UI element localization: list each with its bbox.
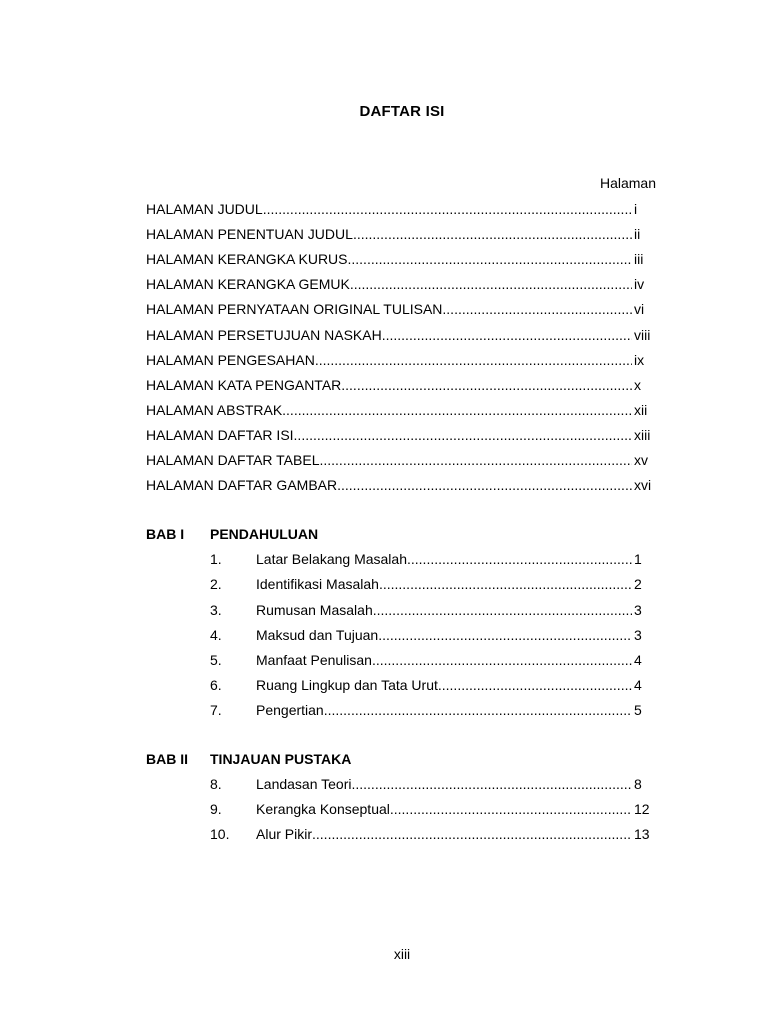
subentry-index: 8. (210, 776, 222, 792)
toc-entry-page: xvi (634, 477, 652, 493)
subentry-label: Landasan Teori (256, 776, 352, 792)
dot-leader (353, 224, 632, 244)
toc-subentry (210, 675, 656, 695)
subentry-label: Pengertian (256, 702, 324, 718)
toc-entry-label: HALAMAN ABSTRAK (146, 402, 283, 418)
dot-leader (372, 650, 632, 670)
toc-entry-page: ix (634, 352, 645, 368)
toc-subentry (210, 799, 656, 819)
toc-entry-page: xiii (634, 427, 651, 443)
dot-leader (324, 700, 632, 720)
dot-leader (312, 824, 632, 844)
toc-entry-page: xii (634, 402, 648, 418)
toc-subentry (210, 549, 656, 569)
toc-entry (146, 274, 656, 294)
subentry-index: 5. (210, 652, 222, 668)
subentry-index: 1. (210, 551, 222, 567)
subentry-page: 4 (634, 677, 642, 693)
subentry-page: 13 (634, 826, 650, 842)
toc-subentry (210, 625, 656, 645)
subentry-page: 8 (634, 776, 642, 792)
subentry-page: 4 (634, 652, 642, 668)
toc-entry-label: HALAMAN DAFTAR GAMBAR (146, 477, 338, 493)
subentry-index: 4. (210, 627, 222, 643)
toc-entry-label: HALAMAN PENGESAHAN (146, 352, 315, 368)
toc-entry-page: ii (634, 226, 641, 242)
toc-subentry (210, 774, 656, 794)
subentry-index: 7. (210, 702, 222, 718)
dot-leader (282, 400, 632, 420)
subentry-page: 5 (634, 702, 642, 718)
dot-leader (438, 675, 632, 695)
dot-leader (351, 774, 632, 794)
dot-leader (337, 475, 632, 495)
dot-leader (350, 274, 632, 294)
toc-subentry (210, 574, 656, 594)
subentry-label: Ruang Lingkup dan Tata Urut (256, 677, 438, 693)
toc-entry-page: iii (634, 251, 644, 267)
toc-entry (146, 249, 656, 269)
subentry-label: Latar Belakang Masalah (256, 551, 407, 567)
toc-entry-label: HALAMAN PENENTUAN JUDUL (146, 226, 353, 242)
toc-subentry (210, 700, 656, 720)
subentry-label: Maksud dan Tujuan (256, 627, 379, 643)
dot-leader (382, 325, 632, 345)
dot-leader (378, 625, 632, 645)
toc-entry-label: HALAMAN DAFTAR TABEL (146, 452, 320, 468)
toc-entry-page: xv (634, 452, 648, 468)
toc-entry-label: HALAMAN PERSETUJUAN NASKAH (146, 327, 382, 343)
chapter-number: BAB II (146, 751, 188, 767)
dot-leader (442, 299, 632, 319)
toc-entry-label: HALAMAN DAFTAR ISI (146, 427, 294, 443)
subentry-label: Alur Pikir (256, 826, 313, 842)
toc-entry (146, 400, 656, 420)
toc-entry-label: HALAMAN KERANGKA GEMUK (146, 276, 350, 292)
subentry-page: 2 (634, 576, 642, 592)
chapter-title: TINJAUAN PUSTAKA (210, 751, 352, 767)
chapter-heading (146, 524, 318, 544)
chapter-heading (146, 749, 351, 769)
page-title: DAFTAR ISI (359, 103, 445, 120)
page-column-label: Halaman (599, 175, 656, 191)
dot-leader (407, 549, 632, 569)
dot-leader (319, 450, 632, 470)
toc-entry (146, 199, 656, 219)
subentry-label: Manfaat Penulisan (256, 652, 372, 668)
toc-entry-label: HALAMAN PERNYATAAN ORIGINAL TULISAN (146, 301, 443, 317)
dot-leader (294, 425, 632, 445)
toc-entry (146, 475, 656, 495)
toc-entry (146, 425, 656, 445)
dot-leader (390, 799, 632, 819)
dot-leader (315, 350, 632, 370)
chapter-title: PENDAHULUAN (210, 526, 319, 542)
subentry-page: 3 (634, 602, 642, 618)
subentry-label: Kerangka Konseptual (256, 801, 390, 817)
toc-entry (146, 375, 656, 395)
toc-entry-label: HALAMAN KATA PENGANTAR (146, 377, 342, 393)
subentry-label: Identifikasi Masalah (256, 576, 379, 592)
dot-leader (379, 574, 632, 594)
toc-entry-page: viii (634, 327, 651, 343)
dot-leader (263, 199, 632, 219)
toc-entry (146, 450, 656, 470)
subentry-page: 3 (634, 627, 642, 643)
toc-entry (146, 224, 656, 244)
toc-entry (146, 350, 656, 370)
toc-entry-page: iv (634, 276, 645, 292)
toc-entry-label: HALAMAN JUDUL (146, 201, 263, 217)
subentry-index: 9. (210, 801, 222, 817)
dot-leader (373, 600, 632, 620)
footer-page-number: xiii (393, 946, 411, 962)
subentry-index: 2. (210, 576, 222, 592)
toc-entry (146, 325, 656, 345)
toc-subentry (210, 824, 656, 844)
subentry-label: Rumusan Masalah (256, 602, 373, 618)
dot-leader (348, 249, 633, 269)
toc-entry (146, 299, 656, 319)
toc-subentry (210, 650, 656, 670)
subentry-page: 12 (634, 801, 650, 817)
subentry-index: 6. (210, 677, 222, 693)
toc-entry-page: vi (634, 301, 645, 317)
subentry-index: 10. (210, 826, 230, 842)
subentry-index: 3. (210, 602, 222, 618)
toc-entry-page: i (634, 201, 638, 217)
chapter-number: BAB I (146, 526, 185, 542)
toc-entry-page: x (634, 377, 641, 393)
subentry-page: 1 (634, 551, 642, 567)
toc-entry-label: HALAMAN KERANGKA KURUS (146, 251, 348, 267)
toc-subentry (210, 600, 656, 620)
dot-leader (341, 375, 632, 395)
